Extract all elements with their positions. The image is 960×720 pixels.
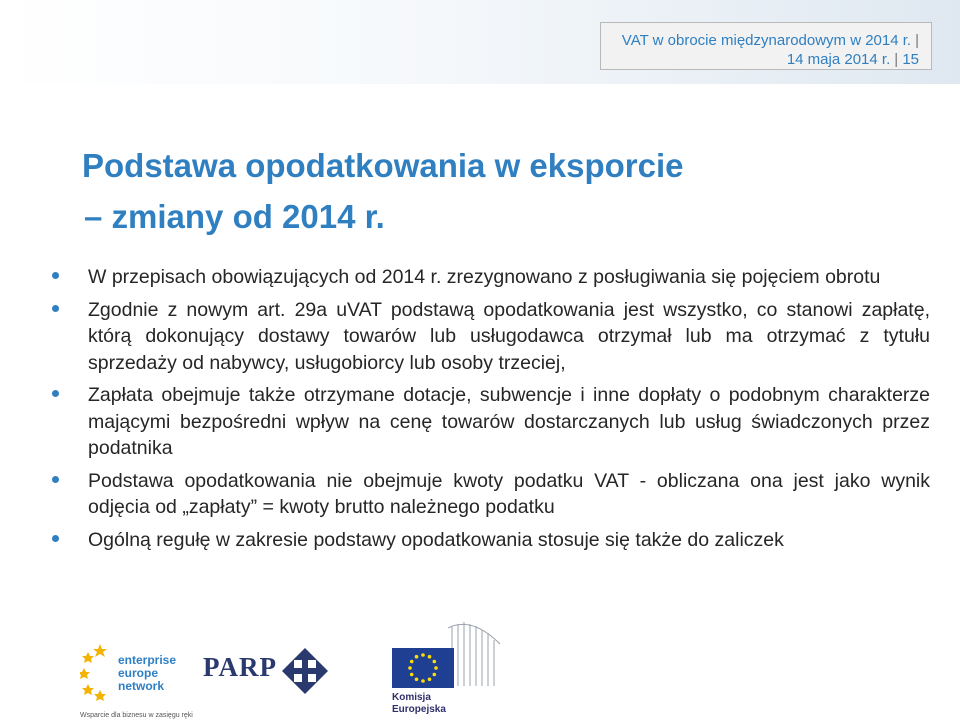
bullet-text: Ogólną regułę w zakresie podstawy opodatkowania stosuje się także do zaliczek (88, 528, 784, 551)
bullet-text: Zgodnie z nowym art. 29a uVAT podstawą opodatkowania jest wszystko, co stanowi zapłatę, którą dokonujący dostawy towarów lub usługodawca otrzymał lub ma otrzymać z tytułu sprzedaży od nabywcy, usługobiorcy lub osoby trzeciej, (88, 298, 930, 374)
header-line-1 (601, 31, 919, 50)
header-separator: | (915, 32, 919, 49)
bullet-marker-icon (52, 305, 59, 312)
bullet-marker-icon (52, 390, 59, 397)
bullet-marker-icon (52, 476, 59, 483)
header-line-2 (601, 50, 919, 69)
bullet-marker-icon (52, 535, 59, 542)
header-info-box (600, 22, 932, 70)
header-subject: VAT w obrocie międzynarodowym w 2014 r. (621, 32, 912, 49)
parp-logo-text: PARP (203, 652, 277, 682)
page-number: 15 (902, 51, 919, 68)
een-logo-text: enterprise europe network (118, 653, 177, 693)
bullet-item (52, 264, 930, 291)
slide-title-line-2: – zmiany od 2014 r. (84, 198, 385, 235)
header-separator: | (894, 51, 899, 68)
bullet-marker-icon (52, 272, 59, 279)
bullet-list (52, 264, 930, 559)
parp-arrow-icon (282, 648, 328, 694)
bullet-item (52, 468, 930, 521)
footer-logos (0, 620, 960, 720)
een-star-ring-icon (80, 642, 120, 702)
bullet-item (52, 382, 930, 462)
bullet-text: Zapłata obejmuje także otrzymane dotacje, subwencje i inne dopłaty o podobnym charakterze mającymi bezpośredni wpływ na cenę towarów dostarczanych lub usług świadczonych przez podatnika (88, 384, 930, 459)
bullet-text: Podstawa opodatkowania nie obejmuje kwoty podatku VAT - obliczana ona jest jako wynik odjęcia od „zapłaty” = kwoty brutto należnego podatku (88, 469, 930, 518)
een-tagline: Wsparcie dla biznesu w zasięgu ręki (80, 712, 193, 719)
slide-title-line-1: Podstawa opodatkowania w eksporcie (82, 147, 684, 184)
bullet-item (52, 527, 930, 554)
slide-title (82, 140, 882, 242)
bullet-text: W przepisach obowiązujących od 2014 r. zrezygnowano z posługiwania się pojęciem obrotu (88, 266, 881, 288)
eu-flag-icon (392, 648, 454, 688)
header-date: 14 maja 2014 r. (786, 51, 891, 68)
european-commission-text: Komisja Europejska (392, 692, 446, 715)
bullet-item (52, 297, 930, 377)
enterprise-europe-network-logo (80, 642, 193, 720)
